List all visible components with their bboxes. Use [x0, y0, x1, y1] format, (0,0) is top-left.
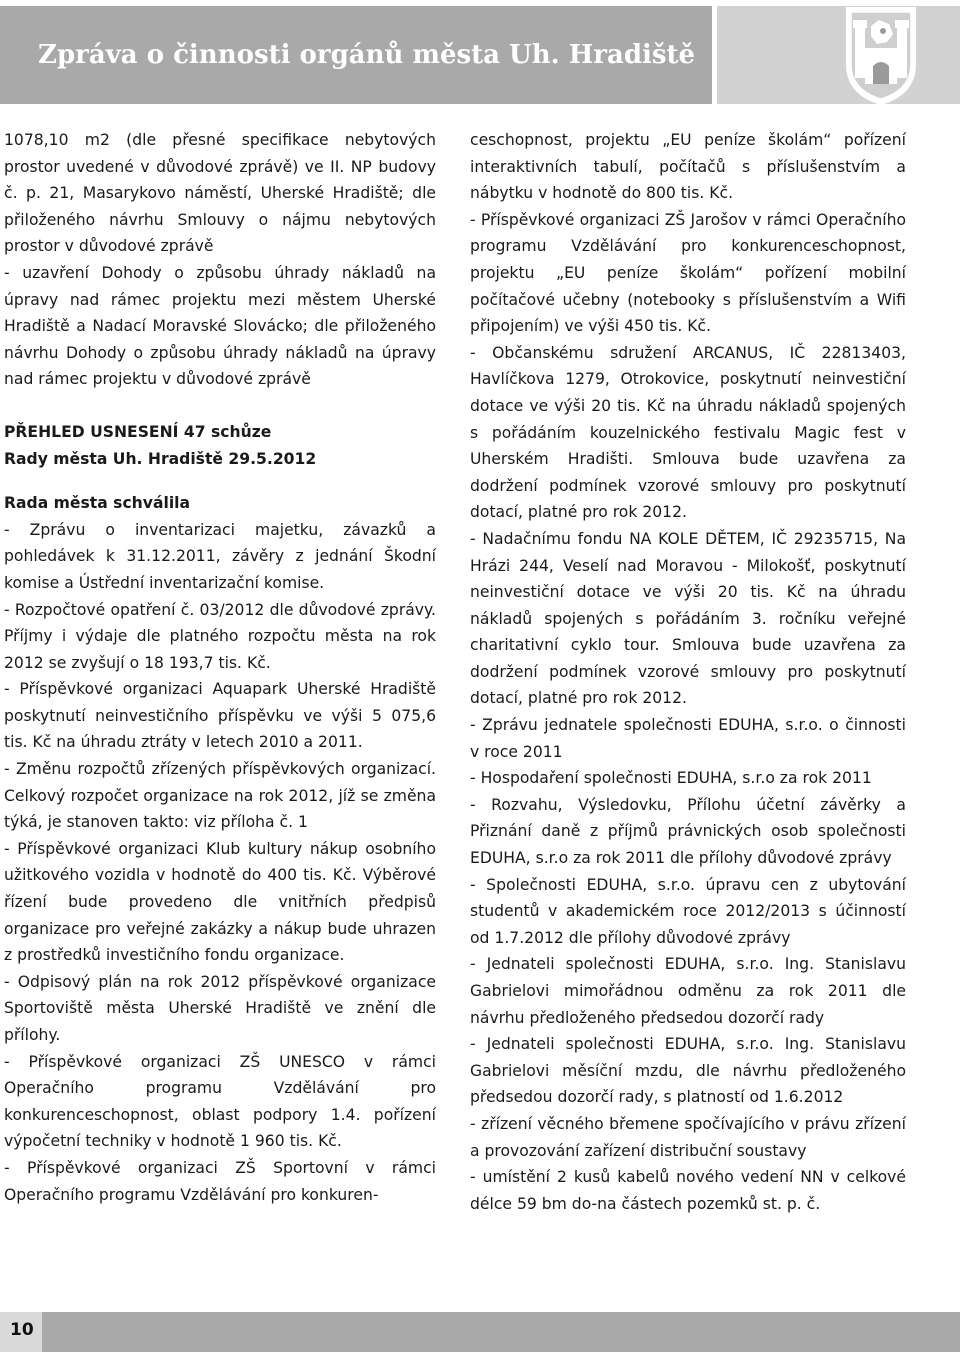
resolution-item: - zřízení věcného břemene spočívajícího v právu zřízení a provozování zařízení distribuční soustavy — [470, 1114, 906, 1160]
resolution-item: - Jednateli společnosti EDUHA, s.r.o. Ing. Stanislavu Gabrielovi měsíční mzdu, dle návrhu předloženého předsedou dozorčí rady, s platností od 1.6.2012 — [470, 1035, 906, 1107]
city-coat-of-arms-icon — [843, 4, 919, 106]
resolution-item: - Odpisový plán na rok 2012 příspěvkové organizace Sportoviště města Uherské Hradiště ve znění dle přílohy. — [4, 972, 436, 1044]
resolution-item: - Hospodaření společnosti EDUHA, s.r.o za rok 2011 — [470, 769, 872, 788]
resolution-item: - Příspěvkové organizaci Klub kultury nákup osobního užitkového vozidla v hodnotě do 400 tis. Kč. Výběrové řízení bude provedeno dle vnitřních předpisů organizace pro veřejné zakázky a nákup bude uhrazen z prostředků investičního fondu organizace. — [4, 839, 436, 965]
subsection-heading: Rada města schválila — [4, 494, 191, 513]
page-header — [0, 0, 960, 110]
resolution-item: - Rozpočtové opatření č. 03/2012 dle důvodové zprávy. Příjmy i výdaje dle platného rozpočtu města na rok 2012 se zvyšují o 18 193,7 tis. Kč. — [4, 600, 436, 672]
resolution-item: - Nadačnímu fondu NA KOLE DĚTEM, IČ 29235715, Na Hrázi 244, Veselí nad Moravou - Milokošť, poskytnutí neinvestiční dotace ve výši 20 tis. Kč na úhradu nákladů spojených s pořádáním 3. ročníku veřejné charitativní cyklo tour. Smlouva bude uzavřena za dodržení podmínek vzorové smlouvy pro poskytnutí dotací, platné pro rok 2012. — [470, 529, 906, 708]
right-column — [470, 127, 906, 1217]
page-number: 10 — [10, 1320, 34, 1340]
resolution-item: - Zprávu jednatele společnosti EDUHA, s.r.o. o činnosti v roce 2011 — [470, 716, 906, 761]
resolution-item: - Příspěvkové organizaci ZŠ UNESCO v rámci Operačního programu Vzdělávání pro konkurenceschopnost, oblast podpory 1.4. pořízení výpočetní techniky v hodnotě 1 960 tis. Kč. — [4, 1052, 436, 1151]
resolution-item: - Společnosti EDUHA, s.r.o. úpravu cen z ubytování studentů v akademickém roce 2012/2013 s účinností od 1.7.2012 dle přílohy důvodové zprávy — [470, 875, 906, 947]
resolution-item: - Příspěvkové organizaci ZŠ Jarošov v rámci Operačního programu Vzdělávání pro konkurenceschopnost, projektu „EU peníze školám“ pořízení mobilní počítačové učebny (notebooky s příslušenstvím a Wifi připojením) ve výši 450 tis. Kč. — [470, 210, 906, 336]
section-heading: PŘEHLED USNESENÍ 47 schůze — [4, 422, 272, 441]
resolution-item: - umístění 2 kusů kabelů nového vedení NN v celkové délce 59 bm do-na částech pozemků st. p. č. — [470, 1168, 906, 1213]
header-crest-panel — [717, 6, 960, 104]
intro-paragraph: - uzavření Dohody o způsobu úhrady nákladů na úpravy nad rámec projektu mezi městem Uherské Hradiště a Nadací Moravské Slovácko; dle přiloženého návrhu Dohody o způsobu úhrady nákladů na úpravy nad rámec projektu v důvodové zprávě — [4, 263, 436, 389]
resolution-item: - Občanskému sdružení ARCANUS, IČ 22813403, Havlíčkova 1279, Otrokovice, poskytnutí neinvestiční dotace ve výši 20 tis. Kč na úhradu nákladů spojených s pořádáním kouzelnického festivalu Magic fest v Uherském Hradišti. Smlouva bude uzavřena za dodržení podmínek vzorové smlouvy pro poskytnutí dotací, platné pro rok 2012. — [470, 343, 906, 522]
left-column — [4, 127, 436, 1208]
resolution-item: - Rozvahu, Výsledovku, Přílohu účetní závěrky a Přiznání daně z příjmů právnických osob společnosti EDUHA, s.r.o za rok 2011 dle přílohy důvodové zprávy — [470, 795, 906, 868]
resolution-item: ceschopnost, projektu „EU peníze školám“ pořízení interaktivních tabulí, počítačů s příslušenstvím a nábytku v hodnotě do 800 tis. Kč. — [470, 131, 906, 203]
footer-bar — [0, 1312, 960, 1352]
resolution-item: - Změnu rozpočtů zřízených příspěvkových organizací. Celkový rozpočet organizace na rok 2012, jíž se změna týká, je stanoven takto: viz příloha č. 1 — [4, 760, 436, 832]
intro-paragraph: 1078,10 m2 (dle přesné specifikace nebytových prostor uvedené v důvodové zprávě) ve II. NP budovy č. p. 21, Masarykovo náměstí, Uherské Hradiště; dle přiloženého návrhu Smlouvy o nájmu nebytových prostor v důvodové zprávě — [4, 131, 436, 256]
resolution-item: - Příspěvkové organizaci Aquapark Uherské Hradiště poskytnutí neinvestičního příspěvku ve výši 5 075,6 tis. Kč na úhradu ztráty v letech 2010 a 2011. — [4, 680, 436, 752]
resolution-item: - Jednateli společnosti EDUHA, s.r.o. Ing. Stanislavu Gabrielovi mimořádnou odměnu za rok 2011 dle návrhu předloženého předsedou dozorčí rady — [470, 955, 906, 1027]
resolution-item: - Příspěvkové organizaci ZŠ Sportovní v rámci Operačního programu Vzdělávání pro konkuren- — [4, 1158, 436, 1204]
section-heading-date: Rady města Uh. Hradiště 29.5.2012 — [4, 449, 317, 468]
page-title: Zpráva o činnosti orgánů města Uh. Hradiště — [38, 40, 696, 70]
resolution-item: - Zprávu o inventarizaci majetku, závazků a pohledávek k 31.12.2011, závěry z jednání Škodní komise a Ústřední inventarizační komise. — [4, 520, 436, 592]
